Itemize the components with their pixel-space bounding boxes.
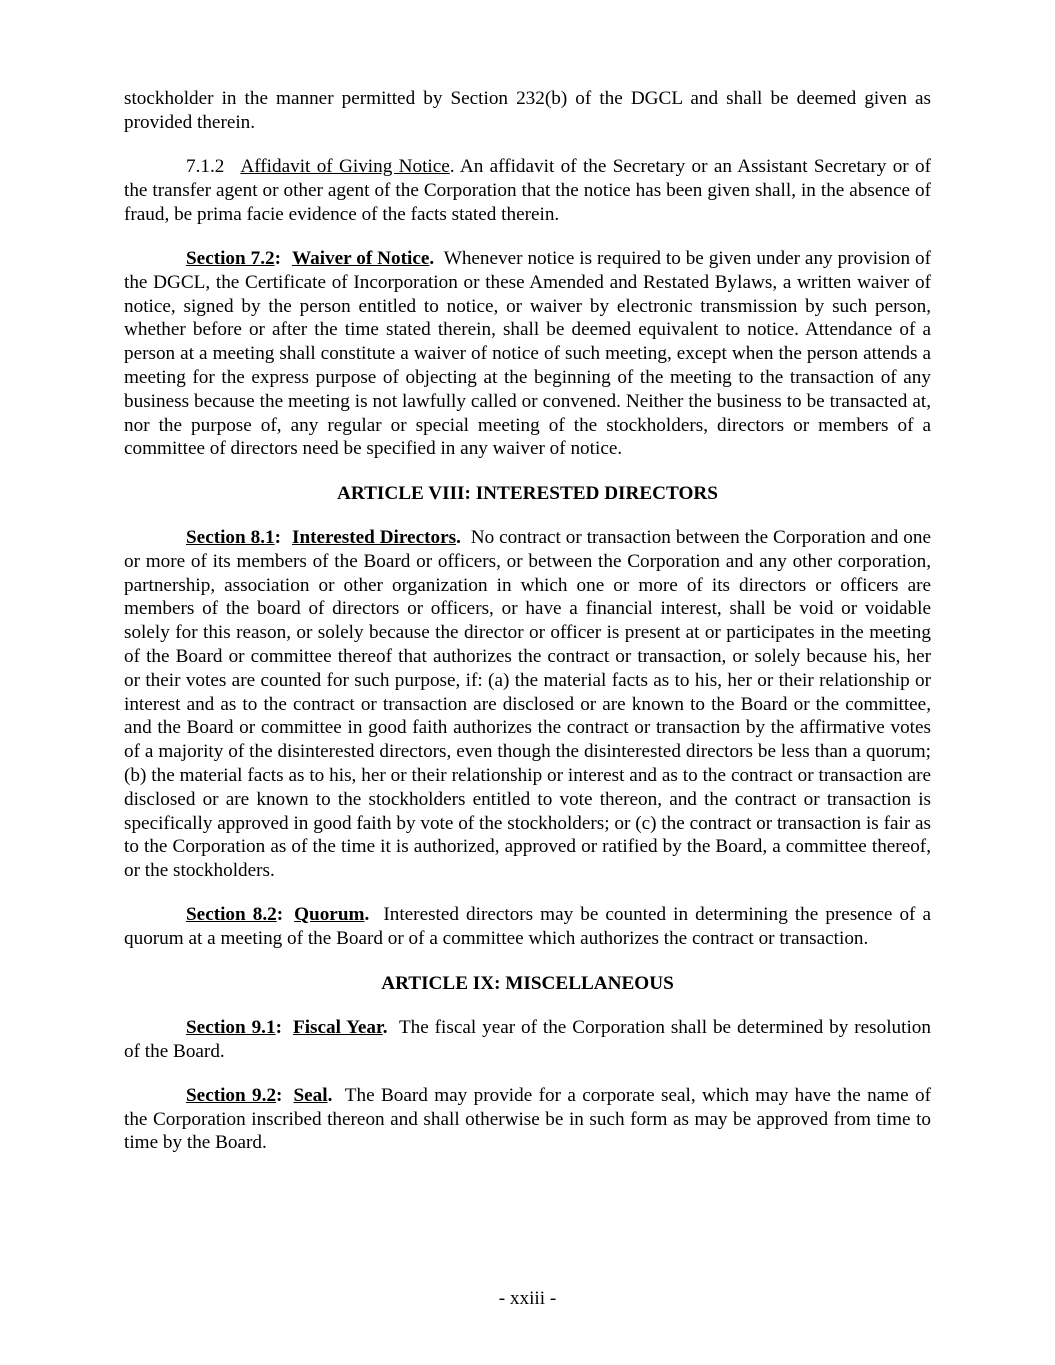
section-title: Seal [293,1084,328,1106]
intro-paragraph: stockholder in the manner permitted by Section 232(b) of the DGCL and shall be deemed given as provided therein. [124,88,931,133]
section-text: The fiscal year of the Corporation shall be determined by resolution of the Board. [124,1016,931,1062]
section-title: Fiscal Year [292,1016,383,1038]
article-8-heading: ARTICLE VIII: INTERESTED DIRECTORS [337,482,718,504]
section-number: Section 9.2 [186,1084,277,1106]
section-text: Whenever notice is required to be given under any provision of the DGCL, the Certificate of Incorporation or these Amended and Restated Bylaws, a written waiver of notice, signed by the person entitled to notice, or waiver by electronic transmission by such person, whether before or after the time stated therein, shall be deemed equivalent to notice. Attendance of a person at a meeting shall constitute a waiver of notice of such meeting, except when the person attends a meeting for the express purpose of objecting at the beginning of the meeting to the transaction of any business because the meeting is not lawfully called or convened. Neither the business to be transacted at, nor the purpose of, any regular or special meeting of the stockholders, directors or members of a committee of directors need be specified in any waiver of notice. [124,247,931,460]
section-text: No contract or transaction between the Corporation and one or more of its members of the Board or officers, or between the Corporation and any other corporation, partnership, association or other organization in which one or more of its directors or officers are members of the board of directors or officers, or have a financial interest, shall be void or voidable solely for this reason, or solely because the director or officer is present at or participates in the meeting of the Board or committee thereof that authorizes the contract or transaction, or solely because his, her or their votes are counted for such purpose, if: (a) the material facts as to his, her or their relationship or interest and as to the contract or transaction are disclosed or are known to the Board or the committee, and the Board or committee in good faith authorizes the contract or transaction by the affirmative votes of a majority of the disinterested directors, even though the disinterested directors be less than a quorum; (b) the material facts as to his, her or their relationship or interest and as to the contract or transaction are disclosed or are known to the stockholders entitled to vote thereon, and the contract or transaction is specifically approved in good faith by vote of the stockholders; or (c) the contract or transaction is fair as to the Corporation as of the time it is authorized, approved or ratified by the Board, a committee thereof, or the stockholders. [124,526,932,882]
subsection-number: 7.1.2 [186,156,225,178]
section-title: Quorum [294,904,365,926]
section-number: Section 7.2 [186,247,275,269]
section-title: Interested Directors [292,526,457,548]
section-number: Section 9.1 [186,1016,276,1038]
section-number: Section 8.1 [186,526,275,548]
article-9-heading: ARTICLE IX: MISCELLANEOUS [381,972,674,994]
subsection-7-1-2 [124,155,931,226]
page-number: - xxiii - [498,1288,557,1309]
section-8-2: Section 8.2: Quorum. Interested directors may be counted in determining the presence of a quorum at a meeting of the Board or of a committee which authorizes the contract or transaction. [124,904,931,950]
section-8-1: Section 8.1: Interested Directors. No contract or transaction between the Corporation and one or more of its members of the Board or officers, or between the Corporation and any other corporation, partnership, association or other organization in which one or more of its directors or officers are members of the board of directors or officers, or have a financial interest, shall be void or voidable solely for this reason, or solely because the director or officer is present at or participates in the meeting of the Board or committee thereof that authorizes the contract or transaction, or solely because his, her or their votes are counted for such purpose, if: (a) the material facts as to his, her or their relationship or interest and as to the contract or transaction are disclosed or are known to the Board or the committee, and the Board or committee in good faith authorizes the contract or transaction by the affirmative votes of a majority of the disinterested directors, even though the disinterested directors be less than a quorum; (b) the material facts as to his, her or their relationship or interest and as to the contract or transaction are disclosed or are known to the stockholders entitled to vote thereon, and the contract or transaction is specifically approved in good faith by vote of the stockholders; or (c) the contract or transaction is fair as to the Corporation as of the time it is authorized, approved or ratified by the Board, a committee thereof, or the stockholders. [124,526,932,882]
section-text: Interested directors may be counted in determining the presence of a quorum at a meeting of the Board or of a committee which authorizes the contract or transaction. [124,904,931,950]
document-page [124,87,931,1176]
section-7-2: Section 7.2: Waiver of Notice. Whenever notice is required to be given under any provision of the DGCL, the Certificate of Incorporation or these Amended and Restated Bylaws, a written waiver of notice, signed by the person entitled to notice, or waiver by electronic transmission by such person, whether before or after the time stated therein, shall be deemed equivalent to notice. Attendance of a person at a meeting shall constitute a waiver of notice of such meeting, except when the person attends a meeting for the express purpose of objecting at the beginning of the meeting to the transaction of any business because the meeting is not lawfully called or convened. Neither the business to be transacted at, nor the purpose of, any regular or special meeting of the stockholders, directors or members of a committee of directors need be specified in any waiver of notice. [124,247,931,460]
subsection-title: Affidavit of Giving Notice [240,156,450,178]
section-title: Waiver of Notice [292,247,430,269]
section-number: Section 8.2 [186,904,277,926]
section-9-2: Section 9.2: Seal. The Board may provide for a corporate seal, which may have the name of the Corporation inscribed thereon and shall otherwise be in such form as may be approved from time to time by the Board. [124,1084,931,1154]
section-text: The Board may provide for a corporate seal, which may have the name of the Corporation inscribed thereon and shall otherwise be in such form as may be approved from time to time by the Board. [124,1084,931,1154]
subsection-text: . An affidavit of the Secretary or an Assistant Secretary or of the transfer agent or other agent of the Corporation that the notice has been given shall, in the absence of fraud, be prima facie evidence of the facts stated therein. [124,156,931,225]
section-9-1: Section 9.1: Fiscal Year. The fiscal year of the Corporation shall be determined by resolution of the Board. [124,1016,931,1062]
